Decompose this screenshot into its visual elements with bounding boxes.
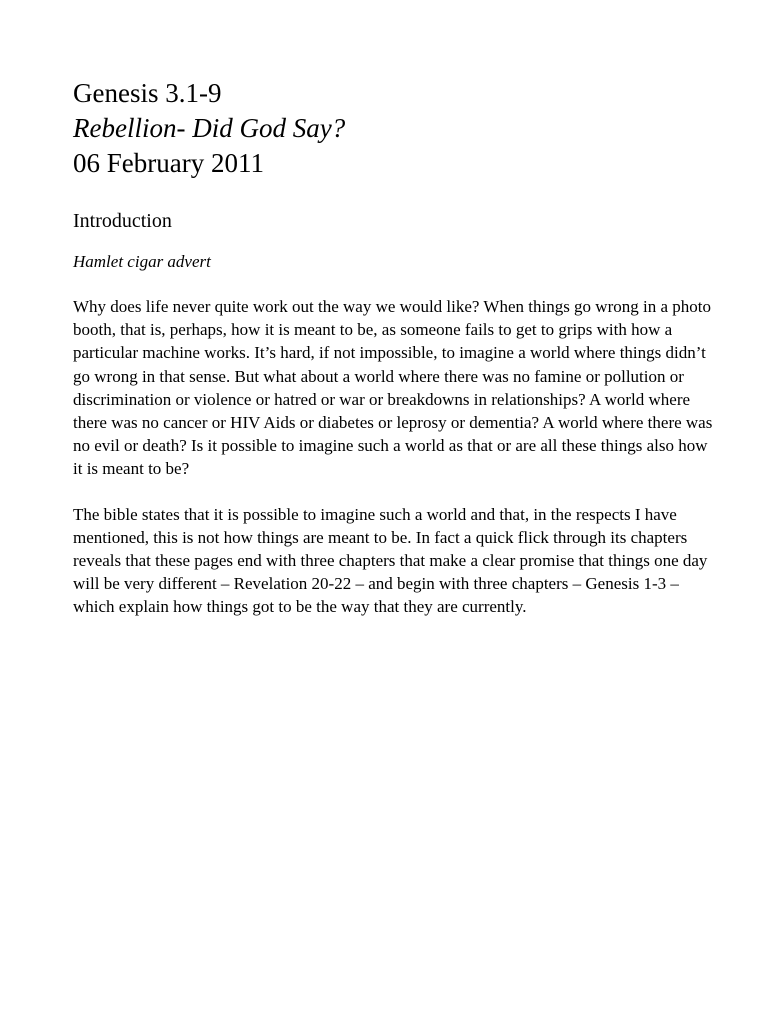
document-date: 06 February 2011 <box>73 148 264 178</box>
paragraph-2: The bible states that it is possible to imagine such a world and that, in the respects I have mentioned, this is not how things are meant to be. In fact a quick flick through its chapters reveals that these pages end with three chapters that make a clear promise that things one day will be very different – Revelation 20-22 – and begin with three chapters – Genesis 1-3 – which explain how things got to be the way that they are currently. <box>73 504 708 617</box>
section-heading-introduction: Introduction <box>73 210 172 232</box>
document-title: Genesis 3.1-9 <box>73 78 222 108</box>
document-page <box>73 76 713 619</box>
document-subtitle: Rebellion- Did God Say? <box>73 113 346 143</box>
paragraph-1: Why does life never quite work out the way we would like? When things go wrong in a photo booth, that is, perhaps, how it is meant to be, as someone fails to get to grips with how a particular machine works. It’s hard, if not impossible, to imagine a world where things didn’t go wrong in that sense. But what about a world where there was no famine or pollution or discrimination or violence or hatred or war or breakdowns in relationships? A world where there was no cancer or HIV Aids or diabetes or leprosy or dementia? A world where there was no evil or death? Is it possible to imagine such a world as that or are all these things also how it is meant to be? <box>73 297 713 479</box>
italic-note: Hamlet cigar advert <box>73 252 211 271</box>
